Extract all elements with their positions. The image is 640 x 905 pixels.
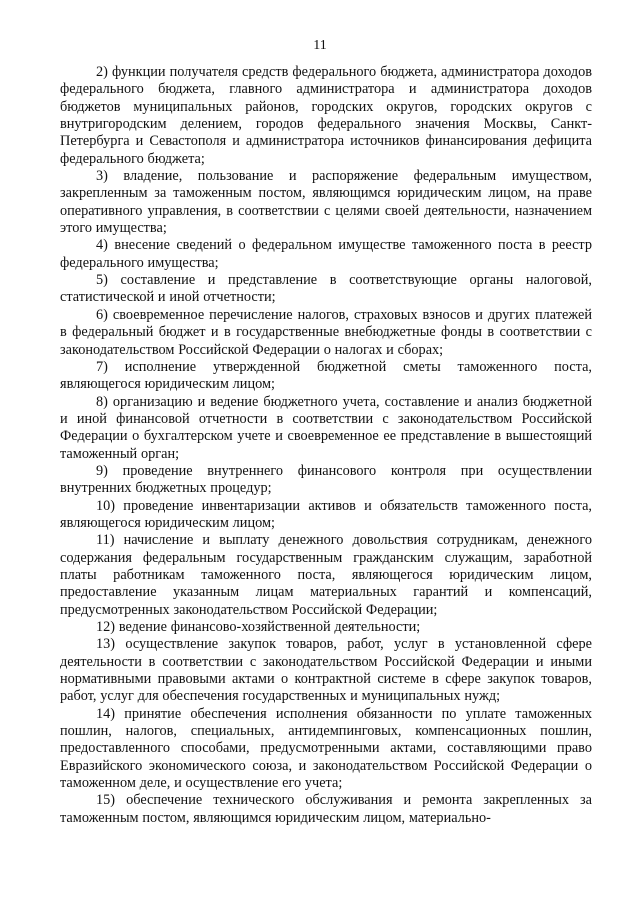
list-item: 5) составление и представление в соответствующие органы налоговой, статистической и иной отчетности; — [60, 272, 592, 306]
list-item: 10) проведение инвентаризации активов и обязательств таможенного поста, являющегося юридическим лицом; — [60, 497, 592, 531]
document-body — [60, 64, 592, 827]
list-item: 4) внесение сведений о федеральном имуществе таможенного поста в реестр федерального имущества; — [60, 237, 592, 271]
list-item: 9) проведение внутреннего финансового контроля при осуществлении внутренних бюджетных процедур; — [60, 462, 592, 497]
list-item: 2) функции получателя средств федерального бюджета, администратора доходов федерального бюджета, главного администратора и администратора доходов бюджетов муниципальных районов, городских округов, городских округов с внутригородским делением, городов федерального значения Москвы, Санкт-Петербурга и Севастополя и администратора источников финансирования дефицита федерального бюджета; — [60, 64, 592, 167]
list-item: 7) исполнение утвержденной бюджетной сметы таможенного поста, являющегося юридическим лицом; — [60, 358, 592, 393]
list-item: 15) обеспечение технического обслуживания и ремонта закрепленных за таможенным постом, являющимся юридическим лицом, материально- — [60, 792, 592, 826]
list-item: 14) принятие обеспечения исполнения обязанности по уплате таможенных пошлин, налогов, специальных, антидемпинговых, компенсационных пошлин, предоставленного способами, предусмотренными актами, составляющими право Евразийского экономического союза, и законодательством Российской Федерации о таможенном деле, и осуществление его учета; — [60, 705, 592, 792]
list-item: 13) осуществление закупок товаров, работ, услуг в установленной сфере деятельности в соответствии с законодательством Российской Федерации и иными нормативными правовыми актами о контрактной системе в сфере закупок товаров, работ, услуг для обеспечения государственных и муниципальных нужд; — [60, 636, 592, 705]
list-item: 6) своевременное перечисление налогов, страховых взносов и других платежей в федеральный бюджет и в государственные внебюджетные фонды в соответствии с законодательством Российской Федерации о налогах и сборах; — [60, 306, 592, 358]
list-item: 8) организацию и ведение бюджетного учета, составление и анализ бюджетной и иной финансовой отчетности в соответствии с законодательством Российской Федерации о бухгалтерском учете и своевременное ее представление в вышестоящий таможенный орган; — [60, 393, 592, 462]
list-item: 11) начисление и выплату денежного довольствия сотрудникам, денежного содержания федеральным государственным гражданским служащим, заработной платы работникам таможенного поста, являющегося юридическим лицом, предоставление указанным лицам материальных гарантий и компенсаций, предусмотренных законодательством Российской Федерации; — [60, 532, 592, 618]
list-item: 12) ведение финансово-хозяйственной деятельности; — [96, 619, 421, 635]
list-item: 3) владение, пользование и распоряжение федеральным имуществом, закрепленным за таможенным постом, являющимся юридическим лицом, на праве оперативного управления, в соответствии с целями своей деятельности, назначением этого имущества; — [60, 168, 592, 237]
page-number: 11 — [313, 38, 327, 53]
